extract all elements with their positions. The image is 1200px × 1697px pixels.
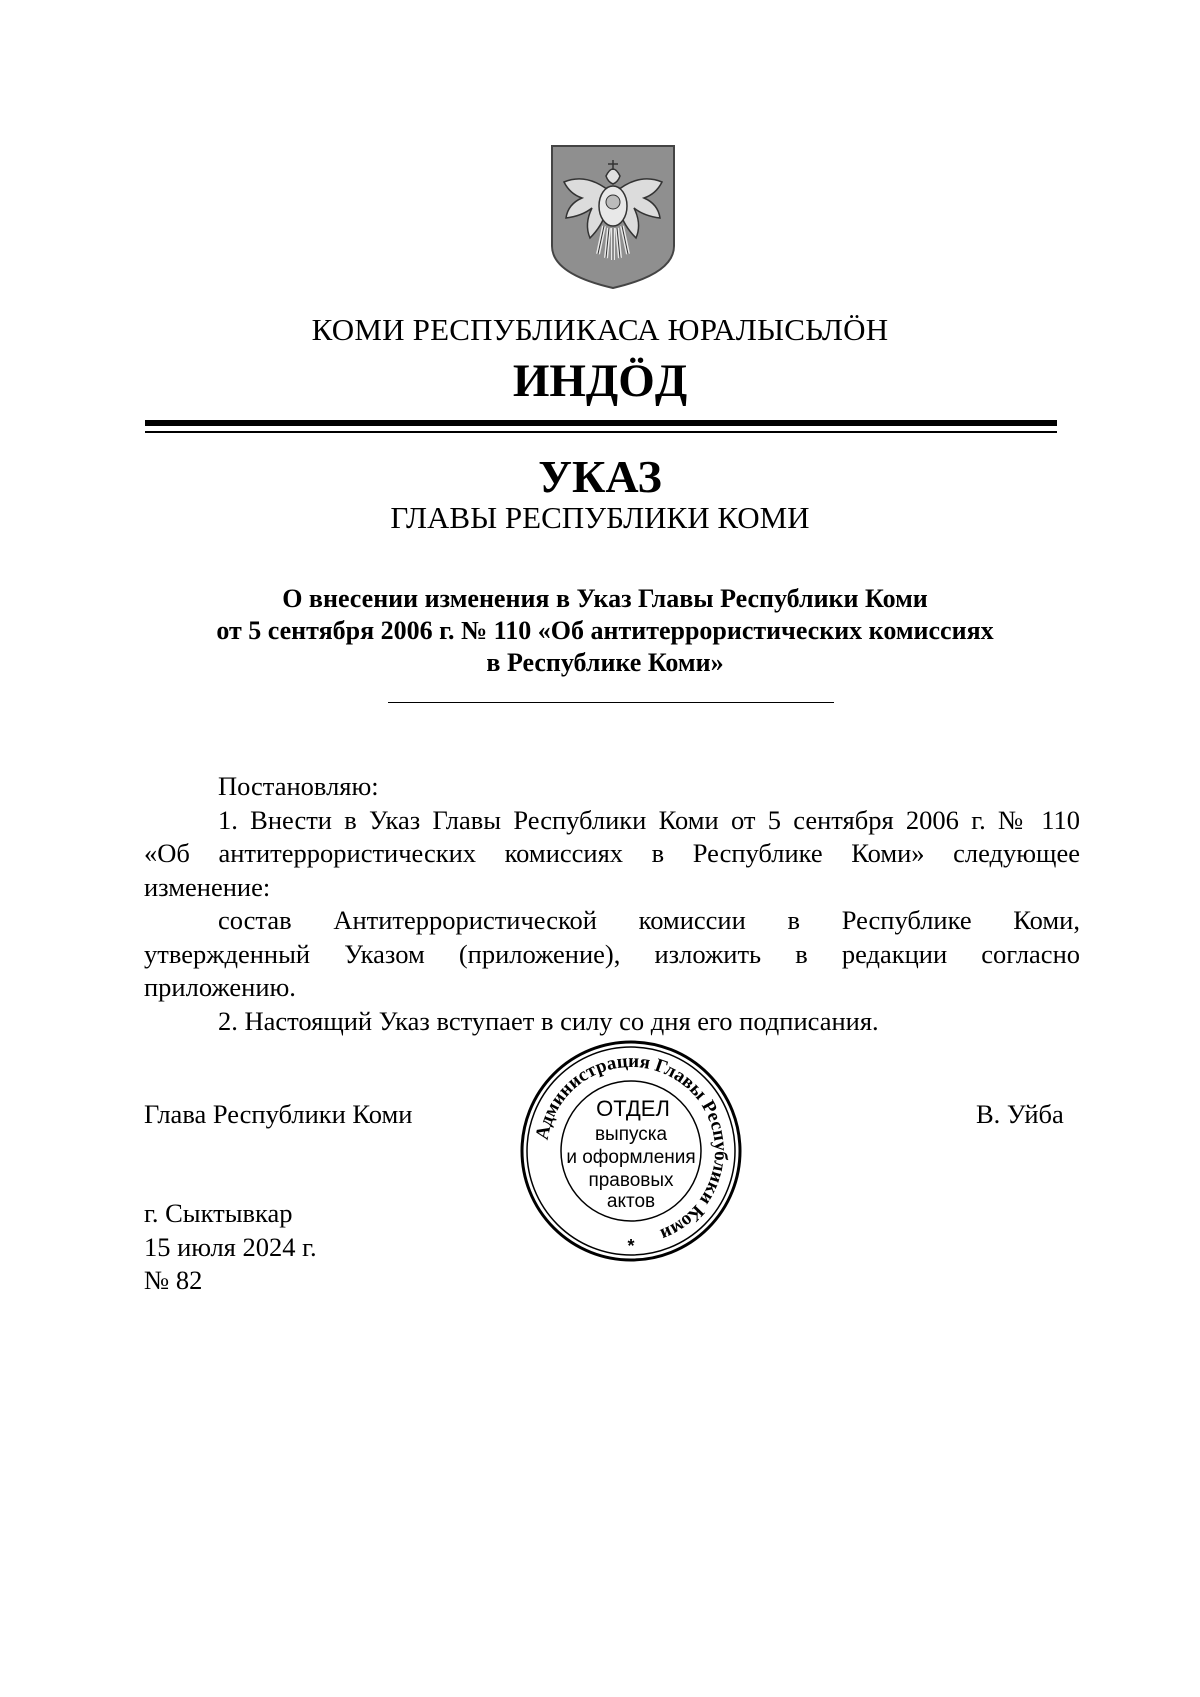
- stamp-star-icon: *: [627, 1236, 635, 1256]
- subject-line: от 5 сентября 2006 г. № 110 «Об антитеррористических комиссиях: [216, 616, 994, 645]
- header-doc-type-komi: ИНДÖД: [512, 355, 688, 407]
- header-republic-line: КОМИ РЕСПУБЛИКАСА ЮРАЛЫСЬЛÖН: [311, 312, 889, 347]
- stamp-ring-text: Администрация Главы Республики Коми: [531, 1050, 732, 1246]
- subject-underline: [388, 702, 834, 703]
- stamp-line: ОТДЕЛ: [596, 1096, 670, 1121]
- document-number: № 82: [144, 1265, 203, 1295]
- stamp-line: правовых: [588, 1170, 674, 1191]
- document-subject: [140, 583, 1070, 679]
- city: г. Сыктывкар: [144, 1198, 293, 1228]
- place-date-block: [144, 1197, 317, 1298]
- header-divider-thick: [145, 420, 1057, 426]
- header-divider-thin: [145, 431, 1057, 433]
- signatory-name: В. Уйба: [976, 1099, 1064, 1129]
- change-line: приложению.: [144, 972, 296, 1002]
- item1-line: 1. Внести в Указ Главы Республики Коми от 5 сентября 2006 г. № 110: [218, 804, 1080, 835]
- item2: 2. Настоящий Указ вступает в силу со дня его подписания.: [218, 1005, 879, 1036]
- stamp-line: актов: [606, 1191, 656, 1212]
- document-issuer: ГЛАВЫ РЕСПУБЛИКИ КОМИ: [390, 500, 810, 535]
- item1-line: изменение:: [144, 871, 271, 902]
- coat-of-arms-icon: [548, 142, 678, 290]
- document-title: УКАЗ: [538, 451, 662, 502]
- document-body: [144, 770, 1080, 1038]
- change-line: состав Антитеррористической комиссии в Республике Коми,: [218, 905, 1080, 935]
- item1-line: «Об антитеррористических комиссиях в Республике Коми» следующее: [144, 838, 1080, 868]
- date: 15 июля 2024 г.: [144, 1231, 317, 1262]
- stamp-line: выпуска: [594, 1124, 668, 1145]
- signatory-position: Глава Республики Коми: [144, 1099, 413, 1129]
- decree-word: Постановляю:: [218, 771, 379, 801]
- official-stamp: [518, 1038, 744, 1264]
- subject-line: в Республике Коми»: [486, 648, 724, 677]
- stamp-line: и оформления: [566, 1147, 696, 1168]
- subject-line: О внесении изменения в Указ Главы Республики Коми: [282, 584, 928, 613]
- change-line: утвержденный Указом (приложение), изложить в редакции согласно: [144, 938, 1080, 969]
